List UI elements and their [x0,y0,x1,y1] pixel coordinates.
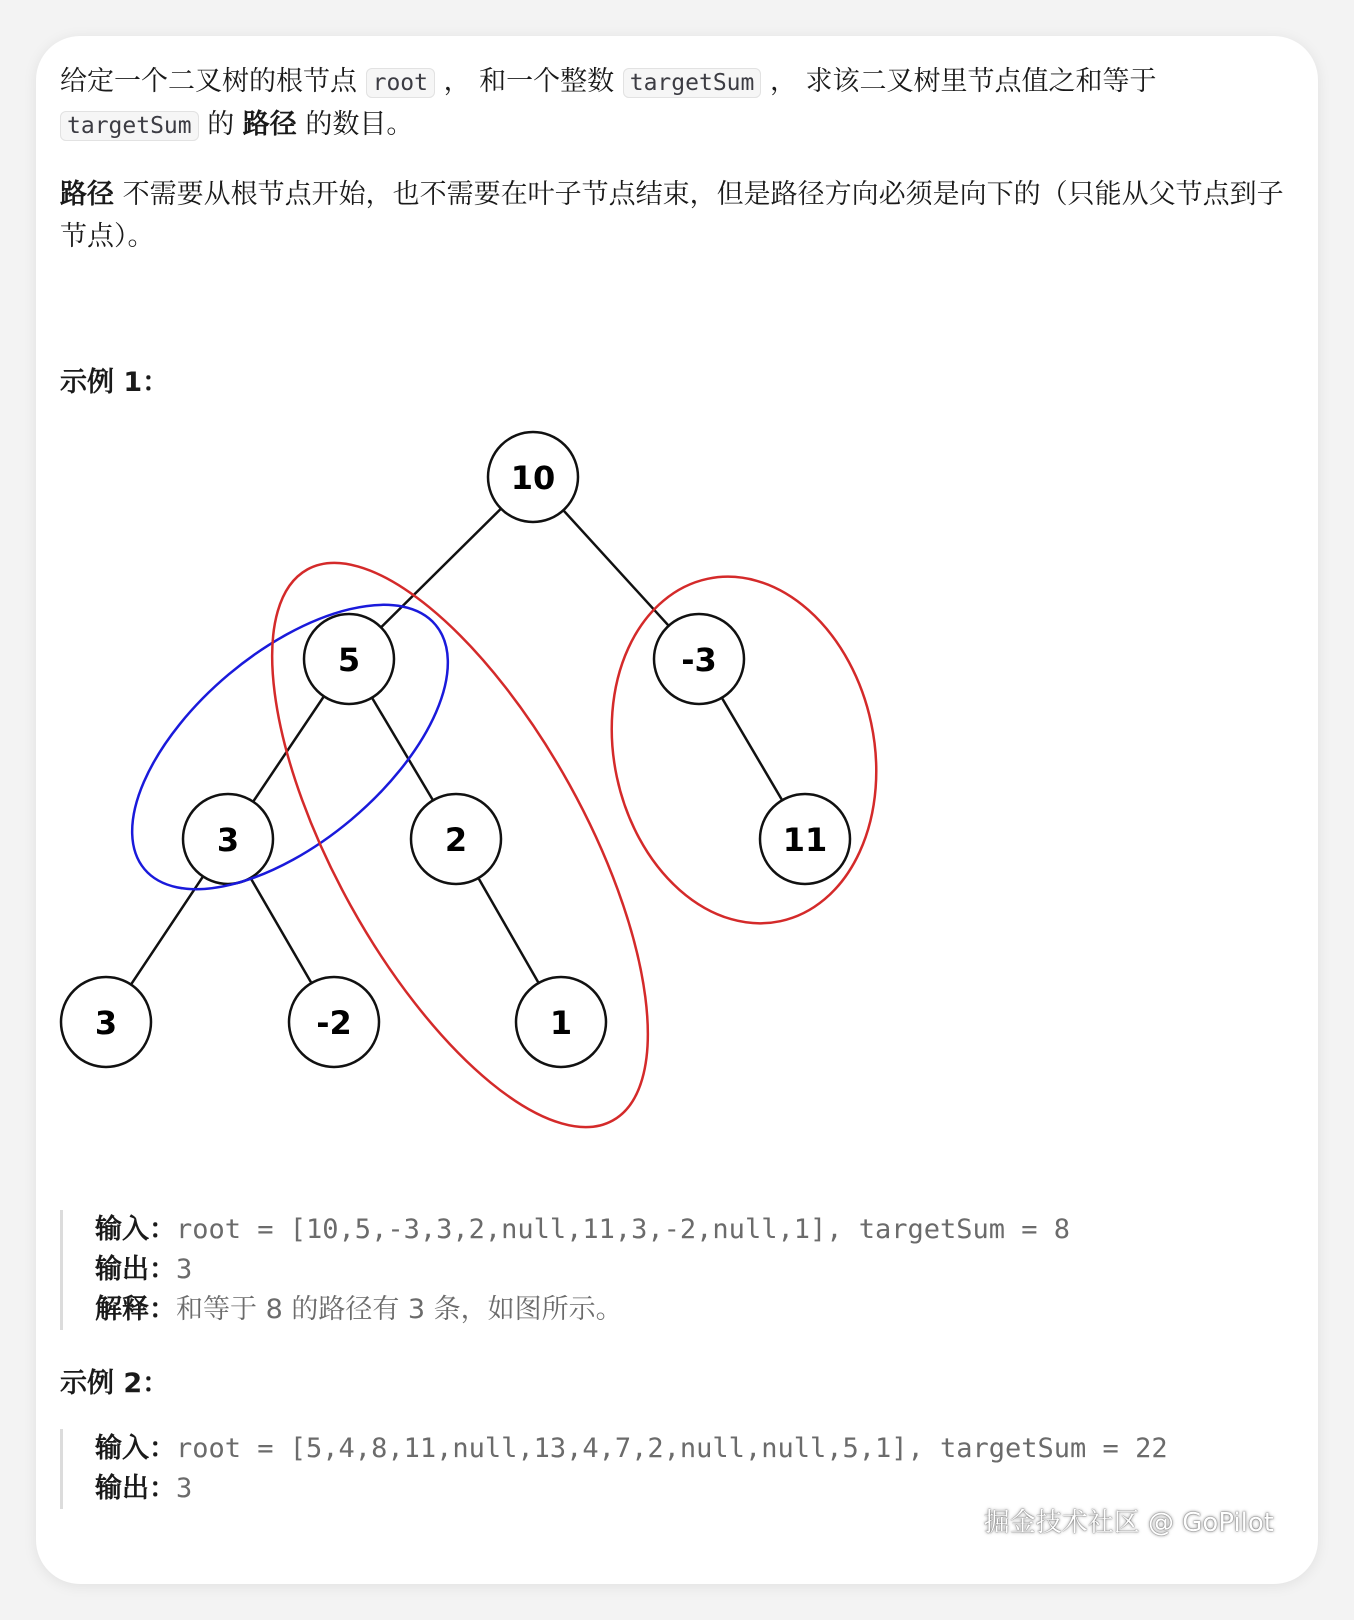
desc-text: 不需要从根节点开始，也不需要在叶子节点结束，但是路径方向必须是向下的（只能从父节点到子节点）。 [60,179,1284,252]
desc-text: 给定一个二叉树的根节点 [60,66,366,97]
path-highlight-red [580,552,907,948]
node-label: 1 [549,1004,573,1042]
problem-card [36,36,1318,1584]
input-value: root = [10,5,-3,3,2,null,11,3,-2,null,1], targetSum = 8 [176,1214,1071,1245]
watermark: 掘金技术社区 @ GoPilot [983,1508,1274,1538]
tree-edges [106,477,805,1022]
example-1-explain-line [95,1290,1315,1330]
tree-node [304,614,394,704]
node-label: 3 [94,1004,118,1042]
explain-label: 解释： [95,1294,176,1325]
tree-node [488,432,578,522]
tree-node [411,794,501,884]
tree-node [289,977,379,1067]
code-root: root [366,68,435,98]
desc-text: ， 和一个整数 [434,66,623,97]
tree-node [654,614,744,704]
node-label: -2 [316,1004,352,1042]
output-label: 输出： [95,1473,176,1504]
example-2-block [60,1429,1315,1509]
tree-node [760,794,850,884]
bold-path: 路径 [242,109,297,140]
example-1-block [60,1210,1315,1330]
desc-text: 的数目。 [296,109,414,140]
example-2-heading: 示例 2： [60,1368,170,1399]
node-label: 2 [444,821,468,859]
output-value: 3 [176,1254,193,1285]
node-label: -3 [681,641,717,679]
output-label: 输出： [95,1254,176,1285]
code-targetsum: targetSum [623,68,762,98]
node-label: 3 [216,821,240,859]
output-value: 3 [176,1473,193,1504]
input-label: 输入： [95,1433,176,1464]
input-value: root = [5,4,8,11,null,13,4,7,2,null,null,5,1], targetSum = 22 [176,1433,1168,1464]
input-label: 输入： [95,1214,176,1245]
node-label: 10 [510,459,556,497]
node-label: 11 [782,821,828,859]
bold-path: 路径 [60,179,114,210]
example-1-output-line [95,1250,1315,1290]
node-label: 5 [337,641,361,679]
example-1-input-line [95,1210,1315,1250]
desc-text: ， 求该二叉树里节点值之和等于 [761,66,1157,97]
tree-node [183,794,273,884]
tree-node [516,977,606,1067]
binary-tree-diagram [36,36,1318,1166]
desc-text: 的 [198,109,243,140]
explain-value: 和等于 8 的路径有 3 条，如图所示。 [176,1294,623,1325]
example-1-heading: 示例 1： [60,367,170,398]
example-2-input-line [95,1429,1315,1469]
tree-nodes [61,432,850,1067]
tree-node [61,977,151,1067]
code-targetsum: targetSum [60,111,199,141]
